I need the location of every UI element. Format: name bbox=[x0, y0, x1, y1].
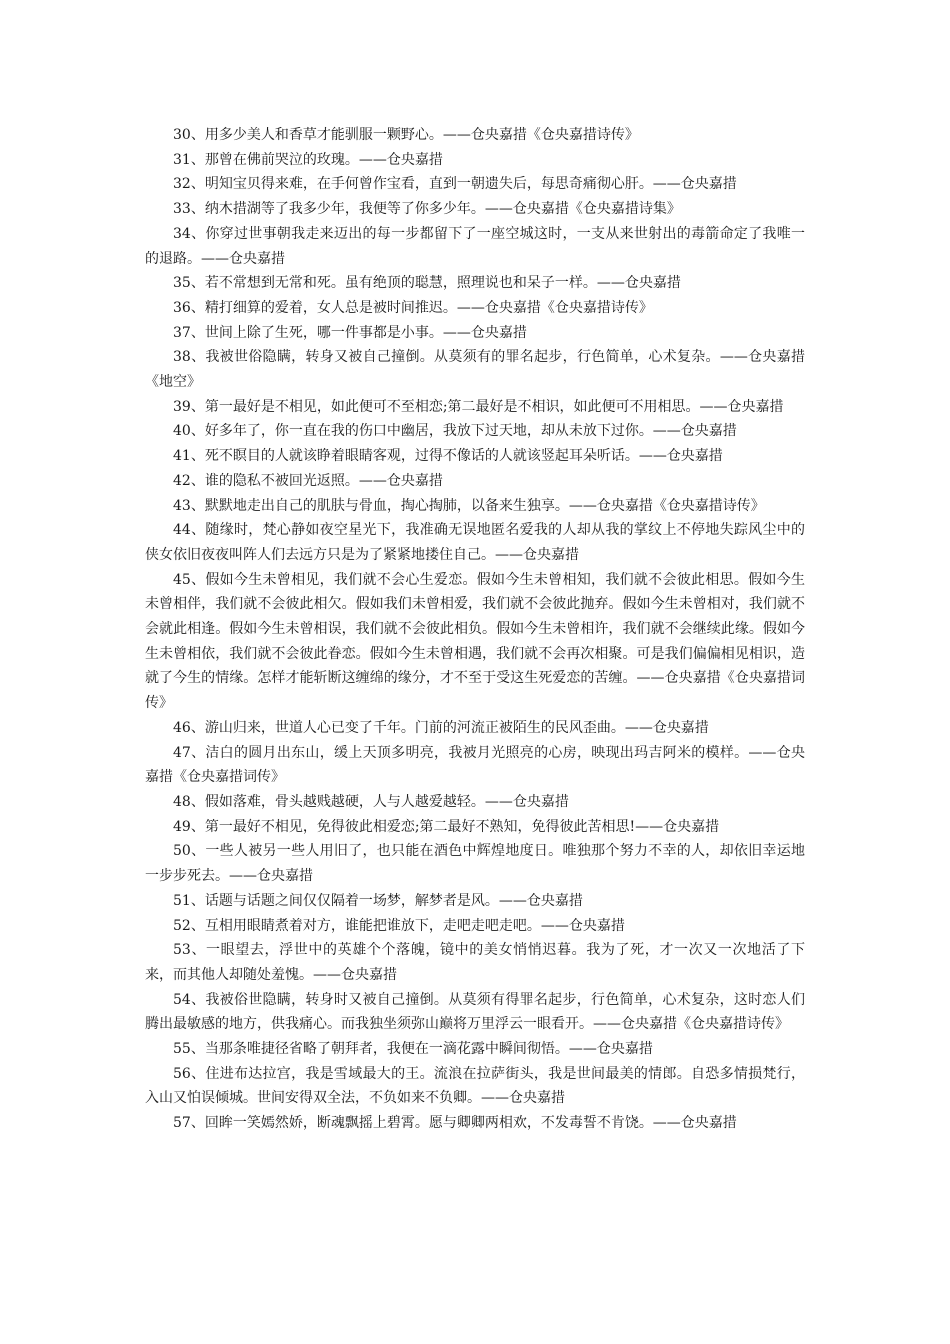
quote-paragraph: 49、第一最好不相见，免得彼此相爱恋;第二最好不熟知，免得彼此苦相思!——仓央嘉措 bbox=[173, 818, 720, 835]
quote-paragraph: 35、若不常想到无常和死。虽有绝顶的聪慧，照理说也和呆子一样。——仓央嘉措 bbox=[173, 275, 681, 292]
quote-paragraph: 48、假如落难，骨头越贱越硬，人与人越爱越轻。——仓央嘉措 bbox=[173, 793, 569, 810]
quote-paragraph: 43、默默地走出自己的肌肤与骨血，掏心掏肺，以备来生独享。——仓央嘉措《仓央嘉措诗传》 bbox=[173, 497, 765, 514]
quote-paragraph: 51、话题与话题之间仅仅隔着一场梦，解梦者是风。——仓央嘉措 bbox=[173, 892, 583, 909]
quote-paragraph: 50、一些人被另一些人用旧了，也只能在酒色中辉煌地度日。唯独那个努力不幸的人，却依旧幸运地一步步死去。——仓央嘉措 bbox=[145, 843, 805, 885]
quote-paragraph: 57、回眸一笑嫣然娇，断魂飘摇上碧霄。愿与卿卿两相欢，不发毒誓不肯饶。——仓央嘉措 bbox=[173, 1115, 737, 1132]
quote-paragraph: 52、互相用眼睛煮着对方，谁能把谁放下，走吧走吧走吧。——仓央嘉措 bbox=[173, 917, 625, 934]
quote-paragraph: 31、那曾在佛前哭泣的玫瑰。——仓央嘉措 bbox=[173, 151, 443, 168]
quote-paragraph: 32、明知宝贝得来难，在手何曾作宝看，直到一朝遗失后，每思奇痛彻心肝。——仓央嘉措 bbox=[173, 176, 737, 193]
quote-paragraph: 37、世间上除了生死，哪一件事都是小事。——仓央嘉措 bbox=[173, 324, 527, 341]
quote-paragraph: 56、住进布达拉宫，我是雪域最大的王。流浪在拉萨街头，我是世间最美的情郎。自恐多情损梵行，入山又怕误倾城。世间安得双全法，不负如来不负卿。——仓央嘉措 bbox=[145, 1065, 805, 1107]
quote-paragraph: 55、当那条唯捷径省略了朝拜者，我便在一滴花露中瞬间彻悟。——仓央嘉措 bbox=[173, 1041, 653, 1058]
quote-paragraph: 41、死不瞑目的人就该睁着眼睛客观，过得不像话的人就该竖起耳朵听话。——仓央嘉措 bbox=[173, 448, 723, 465]
quote-paragraph: 46、游山归来，世道人心已变了千年。门前的河流正被陌生的民风歪曲。——仓央嘉措 bbox=[173, 719, 709, 736]
quote-paragraph: 42、谁的隐私不被回光返照。——仓央嘉措 bbox=[173, 472, 443, 489]
quote-paragraph: 33、纳木措湖等了我多少年，我便等了你多少年。——仓央嘉措《仓央嘉措诗集》 bbox=[173, 201, 681, 218]
quote-paragraph: 30、用多少美人和香草才能驯服一颗野心。——仓央嘉措《仓央嘉措诗传》 bbox=[173, 127, 639, 143]
quote-paragraph: 54、我被俗世隐瞒，转身时又被自己撞倒。从莫须有得罪名起步，行色简单，心术复杂，这时恋人们腾出最敏感的地方，供我痛心。而我独坐须弥山巅将万里浮云一眼看开。——仓央嘉措《仓央嘉措诗传》 bbox=[145, 991, 805, 1033]
document-page bbox=[145, 123, 805, 1136]
quote-paragraph: 45、假如今生未曾相见，我们就不会心生爱恋。假如今生未曾相知，我们就不会彼此相思。假如今生未曾相伴，我们就不会彼此相欠。假如我们未曾相爱，我们就不会彼此抛弃。假如今生未曾相对，我们就不会就此相逢。假如今生未曾相误，我们就不会彼此相负。假如今生未曾相许，我们就不会继续此缘。假如今生未曾相依，我们就不会彼此眷恋。假如今生未曾相遇，我们就不会再次相聚。可是我们偏偏相见相识，造就了今生的情缘。怎样才能斩断这缠绵的缘分，才不至于受这生死爱恋的苦缠。——仓央嘉措《仓央嘉措词传》 bbox=[145, 571, 805, 712]
quote-paragraph: 39、第一最好是不相见，如此便可不至相恋;第二最好是不相识，如此便可不用相思。——仓央嘉措 bbox=[173, 398, 784, 415]
quote-paragraph: 36、精打细算的爱着，女人总是被时间推迟。——仓央嘉措《仓央嘉措诗传》 bbox=[173, 299, 653, 316]
quote-paragraph: 44、随缘时，梵心静如夜空星光下，我准确无误地匿名爱我的人却从我的掌纹上不停地失踪风尘中的侠女依旧夜夜叫阵人们去远方只是为了紧紧地搂住自己。——仓央嘉措 bbox=[145, 522, 805, 563]
quote-paragraph: 53、一眼望去，浮世中的英雄个个落魄，镜中的美女悄悄迟暮。我为了死，才一次又一次地活了下来，而其他人却随处羞愧。——仓央嘉措 bbox=[145, 942, 805, 983]
quote-paragraph: 38、我被世俗隐瞒，转身又被自己撞倒。从莫须有的罪名起步，行色简单，心术复杂。——仓央嘉措《地空》 bbox=[145, 349, 805, 391]
quote-paragraph: 34、你穿过世事朝我走来迈出的每一步都留下了一座空城这时，一支从来世射出的毒箭命定了我唯一的退路。——仓央嘉措 bbox=[145, 225, 805, 267]
quote-paragraph: 40、好多年了，你一直在我的伤口中幽居，我放下过天地，却从未放下过你。——仓央嘉措 bbox=[173, 423, 737, 440]
quote-paragraph: 47、洁白的圆月出东山，缓上天顶多明亮，我被月光照亮的心房，映现出玛吉阿米的模样。——仓央嘉措《仓央嘉措词传》 bbox=[145, 744, 805, 786]
